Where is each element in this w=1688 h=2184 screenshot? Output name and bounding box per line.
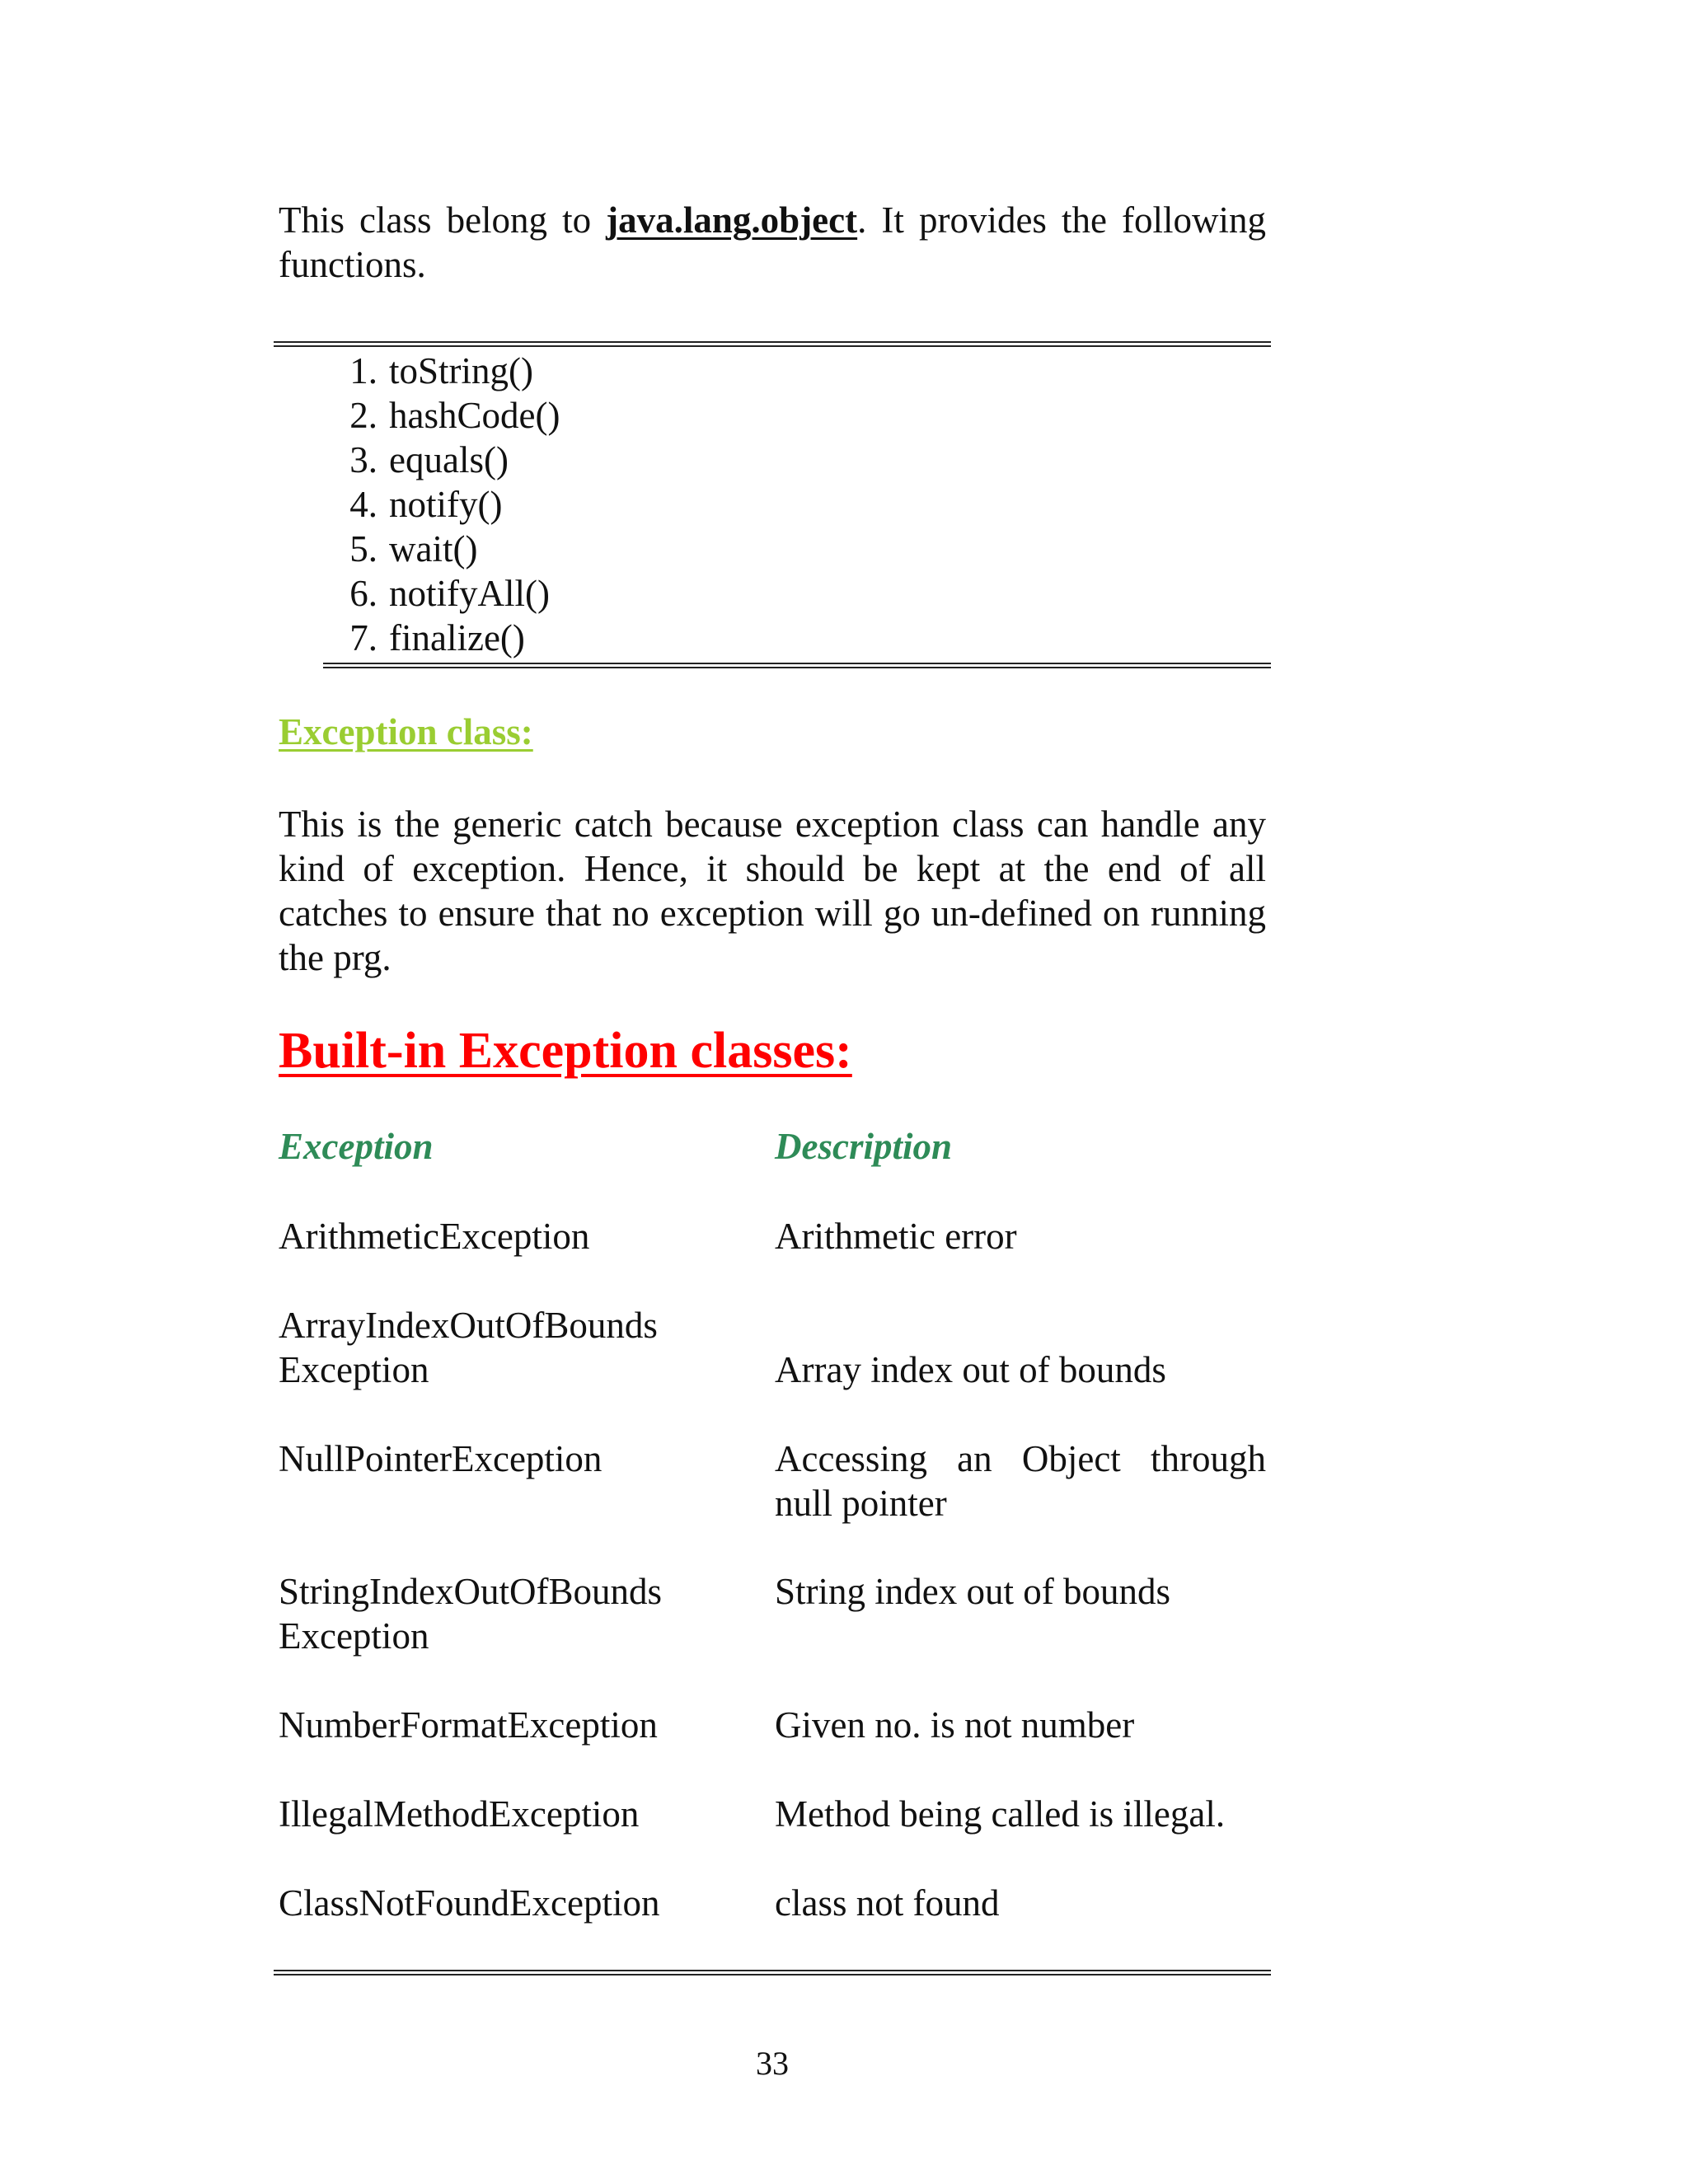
java-lang-object-link[interactable]: java.lang.object <box>606 199 858 241</box>
column-header-exception: Exception <box>279 1126 434 1167</box>
function-name: finalize() <box>389 617 525 658</box>
function-name: notify() <box>389 484 503 525</box>
intro-paragraph <box>279 198 1266 287</box>
list-item <box>323 438 560 482</box>
list-number: 5. <box>349 528 377 569</box>
list-item <box>323 349 560 393</box>
list-number: 3. <box>349 439 377 480</box>
double-rule-list-bottom <box>323 663 1271 668</box>
list-number: 7. <box>349 617 377 658</box>
intro-text-after: . It provides the following functions. <box>279 199 1266 285</box>
table-cell-description: Arithmetic error <box>775 1216 1017 1257</box>
exception-class-paragraph: This is the generic catch because exception class can handle any kind of exception. Hence, it should be kept at the end of all catches to ensure that no exception will go un-defined on running the prg. <box>279 804 1266 978</box>
exception-class-heading: Exception class: <box>279 711 533 752</box>
table-cell-description: Method being called is illegal. <box>775 1793 1226 1835</box>
table-cell-exception: ArrayIndexOutOfBounds Exception <box>279 1305 658 1390</box>
table-cell-description: Accessing an Object through null pointer <box>775 1438 1266 1524</box>
table-cell-exception: StringIndexOutOfBounds Exception <box>279 1571 662 1657</box>
function-name: hashCode() <box>389 395 560 436</box>
function-name: toString() <box>389 350 533 391</box>
table-cell-description: Array index out of bounds <box>775 1349 1166 1390</box>
list-number: 2. <box>349 395 377 436</box>
list-number: 4. <box>349 484 377 525</box>
list-item <box>323 482 560 527</box>
table-cell-description: String index out of bounds <box>775 1571 1170 1612</box>
builtin-exceptions-title: Built-in Exception classes: <box>279 1023 852 1079</box>
functions-list <box>323 349 560 660</box>
list-item <box>323 571 560 616</box>
table-cell-description: Given no. is not number <box>775 1704 1135 1746</box>
table-cell-description: class not found <box>775 1882 1000 1924</box>
list-item <box>323 616 560 660</box>
table-cell-exception: ArithmeticException <box>279 1216 590 1257</box>
table-cell-exception: ClassNotFoundException <box>279 1882 660 1924</box>
table-cell-exception: NumberFormatException <box>279 1704 658 1746</box>
function-name: equals() <box>389 439 509 480</box>
double-rule-top <box>274 341 1271 347</box>
list-item <box>323 527 560 571</box>
table-cell-exception: NullPointerException <box>279 1438 603 1479</box>
list-number: 1. <box>349 350 377 391</box>
intro-text-before: This class belong to <box>279 199 607 241</box>
function-name: notifyAll() <box>389 573 550 614</box>
page-number: 33 <box>756 2045 789 2082</box>
column-header-description: Description <box>775 1126 953 1167</box>
list-item <box>323 393 560 438</box>
list-number: 6. <box>349 573 377 614</box>
table-cell-exception: IllegalMethodException <box>279 1793 640 1835</box>
double-rule-bottom <box>274 1970 1271 1975</box>
function-name: wait() <box>389 528 478 569</box>
